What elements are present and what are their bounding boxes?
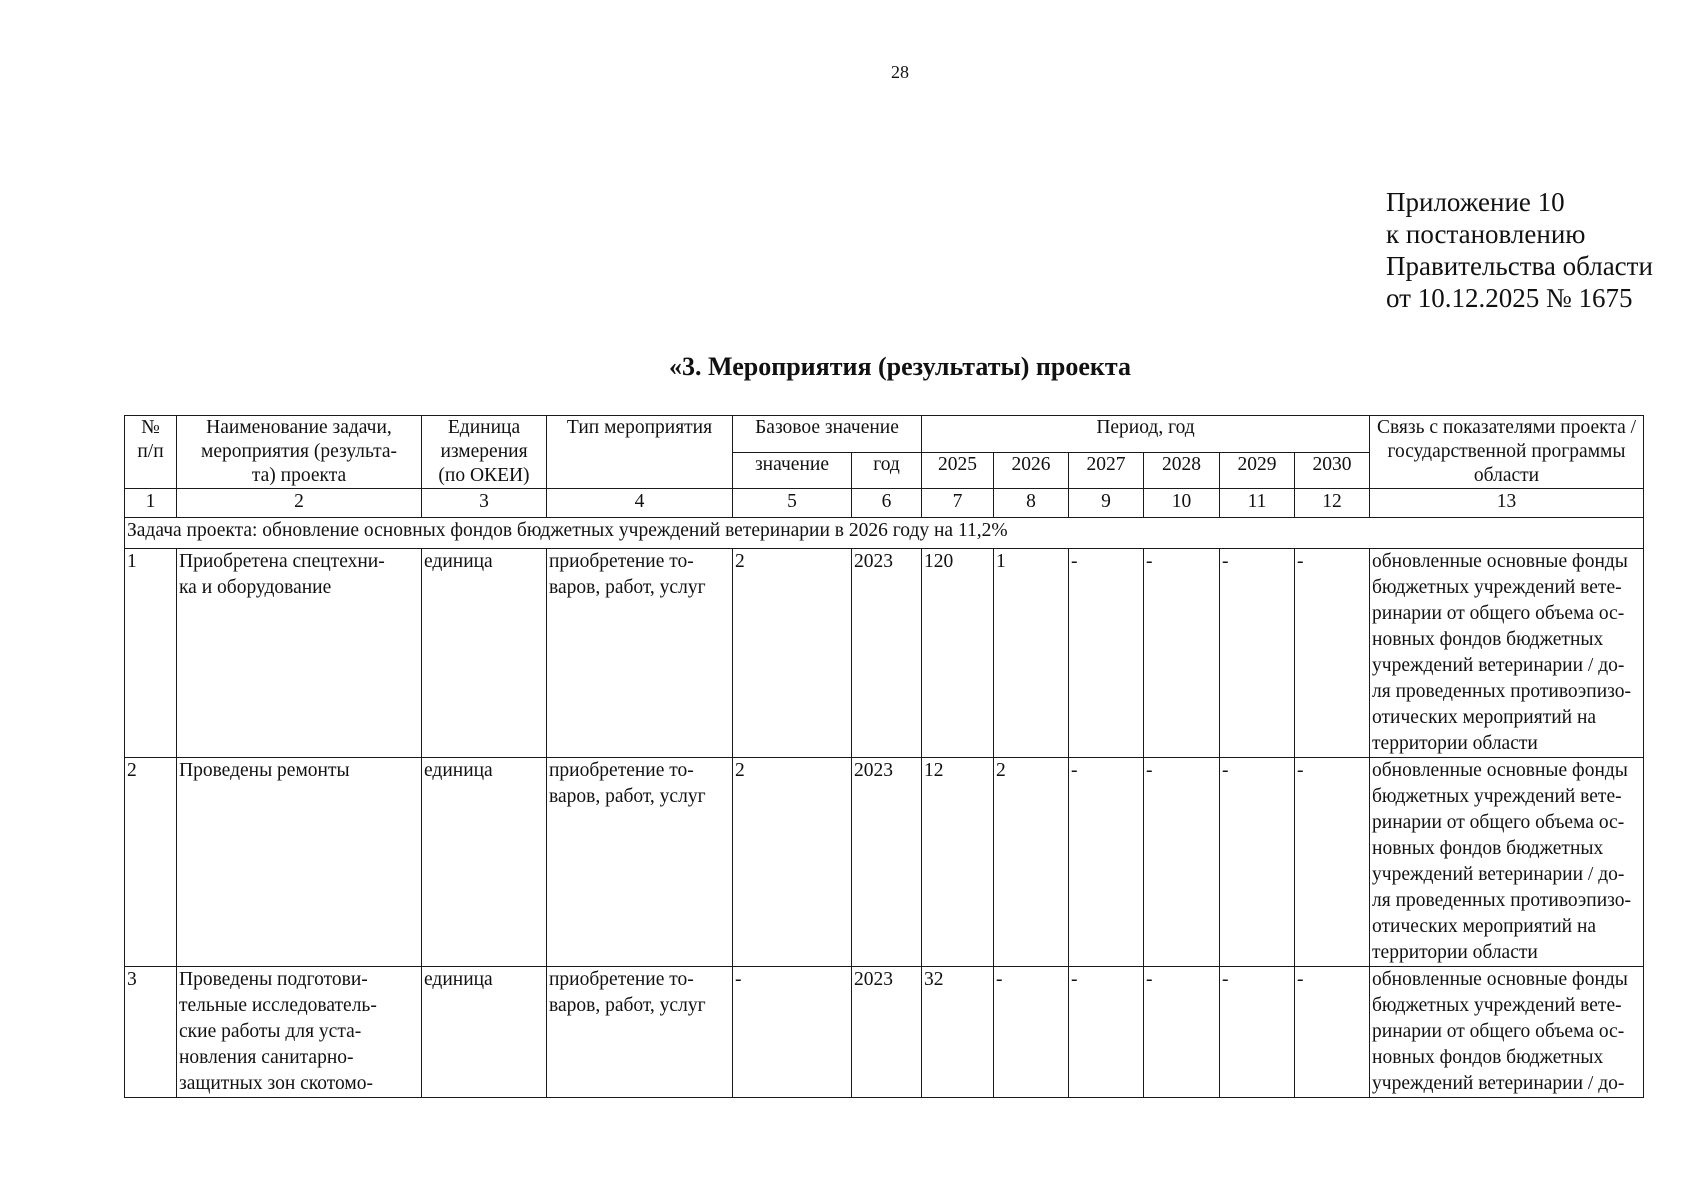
row-type-line: варов, работ, услуг xyxy=(549,577,706,598)
row-name-line: ка и оборудование xyxy=(179,577,332,598)
row-link-line: учреждений ветеринарии / до- xyxy=(1372,1073,1625,1094)
row-link-line: новных фондов бюджетных xyxy=(1372,1047,1604,1068)
row-name-line: защитных зон скотомо- xyxy=(179,1073,374,1094)
row-year-value: 32 xyxy=(922,967,994,1098)
header-name-line: мероприятия (результа- xyxy=(201,441,397,462)
header-unit xyxy=(422,416,547,489)
row-year-value: 1 xyxy=(994,549,1069,758)
row-link-line: бюджетных учреждений вете- xyxy=(1372,995,1622,1016)
header-num xyxy=(125,416,177,489)
task-text: Задача проекта: обновление основных фондов бюджетных учреждений ветеринарии в 2026 году на 11,2% xyxy=(125,518,1644,549)
section-title: «3. Мероприятия (результаты) проекта xyxy=(669,352,1131,381)
row-type-line: варов, работ, услуг xyxy=(549,995,706,1016)
row-link-line: территории области xyxy=(1372,733,1538,754)
header-year: 2028 xyxy=(1144,452,1220,489)
row-name-line: ские работы для уста- xyxy=(179,1021,362,1042)
row-name-line: Проведены подготови- xyxy=(179,969,368,990)
appendix-line: Правительства области xyxy=(1386,251,1653,281)
row-link-line: новных фондов бюджетных xyxy=(1372,629,1604,650)
column-number: 11 xyxy=(1220,489,1295,518)
row-link-line: бюджетных учреждений вете- xyxy=(1372,577,1622,598)
column-number: 12 xyxy=(1295,489,1370,518)
header-link xyxy=(1370,416,1644,489)
row-link xyxy=(1370,967,1644,1098)
row-link-line: ринарии от общего объема ос- xyxy=(1372,812,1625,833)
header-link-line: области xyxy=(1473,465,1540,486)
appendix-line: от 10.12.2025 № 1675 xyxy=(1386,283,1633,313)
header-num-line: п/п xyxy=(137,441,164,462)
row-year-value: - xyxy=(1069,758,1144,967)
row-base-year: 2023 xyxy=(852,967,922,1098)
row-type xyxy=(547,758,733,967)
header-year: 2027 xyxy=(1069,452,1144,489)
row-year-value: - xyxy=(994,967,1069,1098)
header-period: Период, год xyxy=(922,416,1370,453)
row-type-line: варов, работ, услуг xyxy=(549,786,706,807)
header-base: Базовое значение xyxy=(733,416,922,453)
row-name xyxy=(177,758,422,967)
row-link-line: отических мероприятий на xyxy=(1372,916,1597,937)
row-base-value: 2 xyxy=(733,758,852,967)
header-year: 2030 xyxy=(1295,452,1370,489)
header-base-value: значение xyxy=(733,452,852,489)
column-number: 10 xyxy=(1144,489,1220,518)
row-year-value: - xyxy=(1144,967,1220,1098)
row-year-value: 120 xyxy=(922,549,994,758)
column-number: 9 xyxy=(1069,489,1144,518)
column-numbers-row xyxy=(125,489,1644,518)
row-year-value: - xyxy=(1295,967,1370,1098)
row-link-line: обновленные основные фонды xyxy=(1372,969,1628,990)
column-number: 8 xyxy=(994,489,1069,518)
row-link-line: учреждений ветеринарии / до- xyxy=(1372,655,1625,676)
table-row xyxy=(125,967,1644,1098)
row-year-value: - xyxy=(1220,758,1295,967)
row-link xyxy=(1370,549,1644,758)
row-link-line: бюджетных учреждений вете- xyxy=(1372,786,1622,807)
row-unit: единица xyxy=(422,549,547,758)
row-type-line: приобретение то- xyxy=(549,551,694,572)
header-unit-line: (по ОКЕИ) xyxy=(438,465,530,486)
column-number: 13 xyxy=(1370,489,1644,518)
row-name xyxy=(177,549,422,758)
row-year-value: - xyxy=(1295,758,1370,967)
header-unit-line: измерения xyxy=(440,441,528,462)
header-type: Тип мероприятия xyxy=(547,416,733,489)
row-link-line: территории области xyxy=(1372,942,1538,963)
row-base-value: 2 xyxy=(733,549,852,758)
row-year-value: 12 xyxy=(922,758,994,967)
header-name-line: Наименование задачи, xyxy=(206,417,392,438)
row-link-line: новных фондов бюджетных xyxy=(1372,838,1604,859)
row-type-line: приобретение то- xyxy=(549,760,694,781)
appendix-line: Приложение 10 xyxy=(1386,187,1565,217)
row-link-line: отических мероприятий на xyxy=(1372,707,1597,728)
table-row xyxy=(125,758,1644,967)
header-link-line: Связь с показателями проекта / xyxy=(1376,417,1637,438)
header-year: 2025 xyxy=(922,452,994,489)
row-unit: единица xyxy=(422,758,547,967)
column-number: 5 xyxy=(733,489,852,518)
row-year-value: - xyxy=(1069,549,1144,758)
table-row xyxy=(125,549,1644,758)
row-type-line: приобретение то- xyxy=(549,969,694,990)
appendix-block xyxy=(1386,186,1653,314)
task-row xyxy=(125,518,1644,549)
row-link-line: ринарии от общего объема ос- xyxy=(1372,603,1625,624)
row-num: 1 xyxy=(125,549,177,758)
row-link-line: обновленные основные фонды xyxy=(1372,551,1628,572)
row-num: 3 xyxy=(125,967,177,1098)
row-year-value: - xyxy=(1295,549,1370,758)
row-link xyxy=(1370,758,1644,967)
row-link-line: учреждений ветеринарии / до- xyxy=(1372,864,1625,885)
header-base-year: год xyxy=(852,452,922,489)
row-name-line: новления санитарно- xyxy=(179,1047,354,1068)
row-base-value: - xyxy=(733,967,852,1098)
column-number: 1 xyxy=(125,489,177,518)
measures-table xyxy=(124,415,1644,1098)
column-number: 4 xyxy=(547,489,733,518)
header-unit-line: Единица xyxy=(447,417,521,438)
row-link-line: обновленные основные фонды xyxy=(1372,760,1628,781)
row-link-line: ринарии от общего объема ос- xyxy=(1372,1021,1625,1042)
row-type xyxy=(547,967,733,1098)
row-num: 2 xyxy=(125,758,177,967)
row-year-value: - xyxy=(1144,758,1220,967)
header-name xyxy=(177,416,422,489)
row-link-line: ля проведенных противоэпизо- xyxy=(1372,890,1631,911)
row-name-line: Приобретена спецтехни- xyxy=(179,551,385,572)
row-name-line: Проведены ремонты xyxy=(179,760,350,781)
column-number: 3 xyxy=(422,489,547,518)
row-year-value: 2 xyxy=(994,758,1069,967)
header-year: 2029 xyxy=(1220,452,1295,489)
row-type xyxy=(547,549,733,758)
column-number: 7 xyxy=(922,489,994,518)
header-name-line: та) проекта xyxy=(251,465,347,486)
header-year: 2026 xyxy=(994,452,1069,489)
row-name xyxy=(177,967,422,1098)
row-year-value: - xyxy=(1220,549,1295,758)
row-base-year: 2023 xyxy=(852,758,922,967)
row-year-value: - xyxy=(1144,549,1220,758)
row-year-value: - xyxy=(1069,967,1144,1098)
appendix-line: к постановлению xyxy=(1386,219,1586,249)
row-unit: единица xyxy=(422,967,547,1098)
header-num-line: № xyxy=(141,417,160,438)
row-year-value: - xyxy=(1220,967,1295,1098)
header-link-line: государственной программы xyxy=(1387,441,1626,462)
row-base-year: 2023 xyxy=(852,549,922,758)
page-number: 28 xyxy=(891,62,909,82)
row-name-line: тельные исследователь- xyxy=(179,995,377,1016)
row-link-line: ля проведенных противоэпизо- xyxy=(1372,681,1631,702)
column-number: 2 xyxy=(177,489,422,518)
column-number: 6 xyxy=(852,489,922,518)
